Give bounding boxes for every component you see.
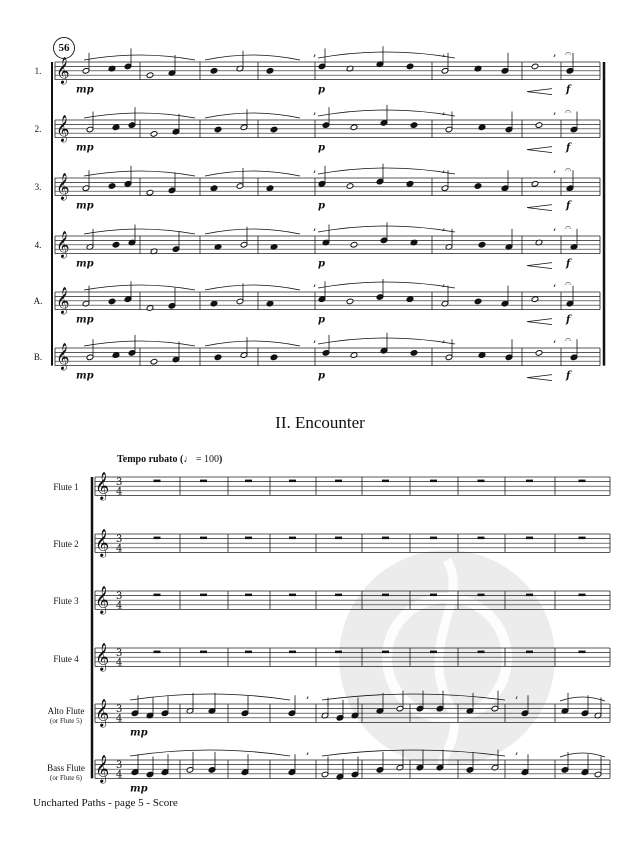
slur	[84, 285, 195, 290]
treble-clef-icon: 𝄞	[95, 471, 110, 500]
notehead	[535, 350, 543, 357]
fermata-icon: 𝄐	[565, 47, 572, 60]
whole-rest	[579, 594, 586, 597]
time-signature-bottom: 4	[116, 543, 123, 555]
notehead	[266, 300, 274, 307]
slur	[318, 282, 455, 288]
whole-rest	[154, 537, 161, 540]
whole-rest	[526, 480, 533, 483]
slur	[205, 55, 300, 60]
whole-rest	[430, 594, 437, 597]
notehead	[406, 63, 414, 70]
whole-rest	[382, 480, 389, 483]
dynamic-p: p	[318, 370, 325, 382]
dynamic-mp: mp	[130, 783, 148, 795]
staff-label-alto-flute: Alto Flute (or Flute 5)	[47, 706, 85, 725]
time-signature-bottom: 4	[116, 600, 123, 612]
notehead	[112, 241, 120, 248]
breath-mark: ,	[313, 46, 317, 59]
whole-rest	[289, 537, 296, 540]
time-signature-top: 3	[116, 477, 123, 489]
whole-rest	[245, 537, 252, 540]
whole-rest	[245, 480, 252, 483]
time-signature-top: 3	[116, 704, 123, 716]
dynamic-f: f	[566, 258, 571, 270]
crescendo-hairpin	[527, 89, 552, 95]
notehead	[112, 352, 120, 359]
notehead	[478, 124, 486, 131]
notehead	[478, 352, 486, 359]
whole-rest	[289, 480, 296, 483]
fermata-icon: 𝄐	[565, 277, 572, 290]
notehead	[146, 72, 154, 79]
whole-rest	[245, 651, 252, 654]
breath-mark: ,	[313, 276, 317, 289]
whole-rest	[200, 537, 207, 540]
breath-mark: ,	[306, 688, 310, 701]
notehead	[474, 183, 482, 190]
slur	[318, 52, 455, 58]
breath-mark: ,	[515, 744, 519, 757]
whole-rest	[430, 651, 437, 654]
slur	[205, 341, 300, 346]
time-signature-top: 3	[116, 760, 123, 772]
notehead	[346, 183, 354, 190]
slur	[84, 55, 195, 60]
whole-rest	[154, 651, 161, 654]
whole-rest	[478, 651, 485, 654]
system2-staff-1	[95, 472, 610, 501]
whole-rest	[478, 480, 485, 483]
notehead	[406, 181, 414, 188]
dynamic-p: p	[318, 200, 325, 212]
breath-mark: ,	[515, 688, 519, 701]
whole-rest	[335, 594, 342, 597]
slur	[560, 697, 605, 701]
dynamic-p: p	[318, 142, 325, 154]
breath-mark: ,	[553, 162, 557, 175]
notehead	[266, 68, 274, 75]
crescendo-hairpin	[527, 263, 552, 269]
crescendo-hairpin	[527, 319, 552, 325]
notehead	[531, 181, 539, 188]
slur	[318, 338, 455, 344]
slur	[205, 113, 300, 118]
slur	[205, 285, 300, 290]
notehead	[210, 68, 218, 75]
whole-rest	[289, 651, 296, 654]
staff-label-flute-4: Flute 4	[53, 654, 79, 664]
notehead	[270, 354, 278, 361]
treble-clef-icon: 𝄞	[56, 231, 70, 258]
dynamic-mp: mp	[130, 727, 148, 739]
notehead	[146, 189, 154, 196]
slur	[318, 226, 455, 232]
slur	[84, 171, 195, 176]
notehead	[210, 300, 218, 307]
whole-rest	[579, 537, 586, 540]
system2-staff-6	[95, 744, 610, 794]
notehead	[350, 241, 358, 248]
breath-mark: ,	[553, 276, 557, 289]
notehead	[112, 124, 120, 131]
breath-mark: ,	[553, 220, 557, 233]
whole-rest	[382, 594, 389, 597]
dynamic-f: f	[566, 200, 571, 212]
slur	[205, 229, 300, 234]
dynamic-f: f	[566, 142, 571, 154]
dynamic-f: f	[566, 84, 571, 96]
treble-clef-icon: 𝄞	[95, 642, 110, 671]
system2-staff-2	[95, 529, 610, 558]
notehead	[474, 298, 482, 305]
whole-rest	[579, 651, 586, 654]
whole-rest	[154, 480, 161, 483]
tempo-value: = 100	[195, 454, 219, 465]
notehead	[210, 185, 218, 192]
notehead	[535, 122, 543, 129]
whole-rest	[335, 651, 342, 654]
treble-clef-icon: 𝄞	[95, 698, 110, 727]
staff-label-bass-flute: Bass Flute (or Flute 6)	[47, 763, 85, 782]
system1-staff-3	[55, 162, 600, 212]
breath-mark: ,	[553, 46, 557, 59]
whole-rest	[335, 537, 342, 540]
quarter-note-icon: ♩	[183, 454, 194, 465]
breath-mark: ,	[442, 332, 446, 345]
dynamic-mp: mp	[76, 314, 94, 326]
treble-clef-icon: 𝄞	[56, 343, 70, 370]
dynamic-mp: mp	[76, 84, 94, 96]
time-signature-bottom: 4	[116, 769, 123, 781]
staff-label-2: 2.	[34, 124, 42, 134]
breath-mark: ,	[442, 104, 446, 117]
breath-mark: ,	[442, 162, 446, 175]
slur	[84, 341, 195, 346]
breath-mark: ,	[313, 104, 317, 117]
whole-rest	[200, 594, 207, 597]
tempo-label: Tempo rubato	[117, 454, 178, 465]
breath-mark: ,	[313, 220, 317, 233]
system1-staff-2	[55, 104, 600, 154]
page-footer: Uncharted Paths - page 5 - Score	[33, 797, 178, 809]
whole-rest	[245, 594, 252, 597]
dynamic-p: p	[318, 84, 325, 96]
staff-label-1: 1.	[34, 66, 42, 76]
watermark-circle	[339, 550, 555, 766]
treble-clef-icon: 𝄞	[56, 287, 70, 314]
notehead	[410, 122, 418, 129]
breath-mark: ,	[442, 276, 446, 289]
notehead	[410, 350, 418, 357]
treble-clef-icon: 𝄞	[56, 115, 70, 142]
whole-rest	[200, 651, 207, 654]
whole-rest	[335, 480, 342, 483]
dynamic-f: f	[566, 314, 571, 326]
notehead	[214, 354, 222, 361]
fermata-icon: 𝄐	[565, 105, 572, 118]
treble-clef-icon: 𝄞	[95, 585, 110, 614]
slur	[130, 694, 290, 700]
section-title: II. Encounter	[275, 413, 365, 432]
notehead	[150, 358, 158, 365]
slur	[560, 753, 605, 757]
notehead	[531, 63, 539, 70]
whole-rest	[200, 480, 207, 483]
notehead	[266, 185, 274, 192]
time-signature-bottom: 4	[116, 713, 123, 725]
dynamic-mp: mp	[76, 142, 94, 154]
time-signature-top: 3	[116, 534, 123, 546]
notehead	[406, 296, 414, 303]
notehead	[108, 298, 116, 305]
whole-rest	[526, 594, 533, 597]
notehead	[108, 183, 116, 190]
dynamic-mp: mp	[76, 200, 94, 212]
whole-rest	[478, 537, 485, 540]
staff-label-4: 4.	[34, 240, 42, 250]
dynamic-p: p	[318, 258, 325, 270]
crescendo-hairpin	[527, 205, 552, 211]
whole-rest	[154, 594, 161, 597]
staff-label-flute-2: Flute 2	[53, 539, 79, 549]
slur	[130, 750, 290, 756]
slur	[318, 168, 455, 174]
breath-mark: ,	[442, 46, 446, 59]
whole-rest	[289, 594, 296, 597]
system1-staff-5	[55, 276, 600, 326]
system1-staff-4	[55, 220, 600, 270]
breath-mark: ,	[553, 104, 557, 117]
whole-rest	[382, 651, 389, 654]
time-signature-top: 3	[116, 648, 123, 660]
treble-clef-icon: 𝄞	[95, 528, 110, 557]
dynamic-p: p	[318, 314, 325, 326]
breath-mark: ,	[306, 744, 310, 757]
whole-rest	[430, 537, 437, 540]
staff-label-b: B.	[33, 352, 43, 362]
fermata-icon: 𝄐	[565, 163, 572, 176]
breath-mark: ,	[442, 220, 446, 233]
breath-mark: ,	[313, 332, 317, 345]
system1-staff-6	[55, 332, 600, 382]
treble-clef-icon: 𝄞	[56, 57, 70, 84]
notehead	[270, 126, 278, 133]
treble-clef-icon: 𝄞	[95, 754, 110, 783]
notehead	[350, 124, 358, 131]
notehead	[350, 352, 358, 359]
notehead	[531, 296, 539, 303]
whole-rest	[526, 651, 533, 654]
notehead	[478, 241, 486, 248]
whole-rest	[526, 537, 533, 540]
dynamic-mp: mp	[76, 370, 94, 382]
time-signature-bottom: 4	[116, 657, 123, 669]
crescendo-hairpin	[527, 147, 552, 153]
whole-rest	[382, 537, 389, 540]
tempo-marking: Tempo rubato (♩ = 100)	[117, 454, 223, 465]
time-signature-top: 3	[116, 591, 123, 603]
whole-rest	[579, 480, 586, 483]
notehead	[150, 131, 158, 138]
whole-rest	[478, 594, 485, 597]
notehead	[346, 298, 354, 305]
breath-mark: ,	[313, 162, 317, 175]
staff-label-flute-3: Flute 3	[53, 596, 79, 606]
treble-clef-icon: 𝄞	[56, 173, 70, 200]
notehead	[214, 126, 222, 133]
slur	[318, 110, 455, 116]
rehearsal-measure-number: 56	[53, 37, 75, 59]
breath-mark: ,	[553, 332, 557, 345]
fermata-icon: 𝄐	[565, 221, 572, 234]
slur	[205, 171, 300, 176]
slur	[84, 229, 195, 234]
fermata-icon: 𝄐	[565, 333, 572, 346]
watermark-logo	[339, 550, 555, 770]
staff-label-a: A.	[33, 296, 43, 306]
time-signature-bottom: 4	[116, 486, 123, 498]
dynamic-f: f	[566, 370, 571, 382]
slur	[84, 113, 195, 118]
whole-rest	[430, 480, 437, 483]
staff-label-flute-1: Flute 1	[53, 482, 79, 492]
system1-staff-1	[55, 46, 600, 96]
crescendo-hairpin	[527, 375, 552, 381]
staff-label-3: 3.	[34, 182, 42, 192]
dynamic-mp: mp	[76, 258, 94, 270]
notehead	[146, 305, 154, 312]
